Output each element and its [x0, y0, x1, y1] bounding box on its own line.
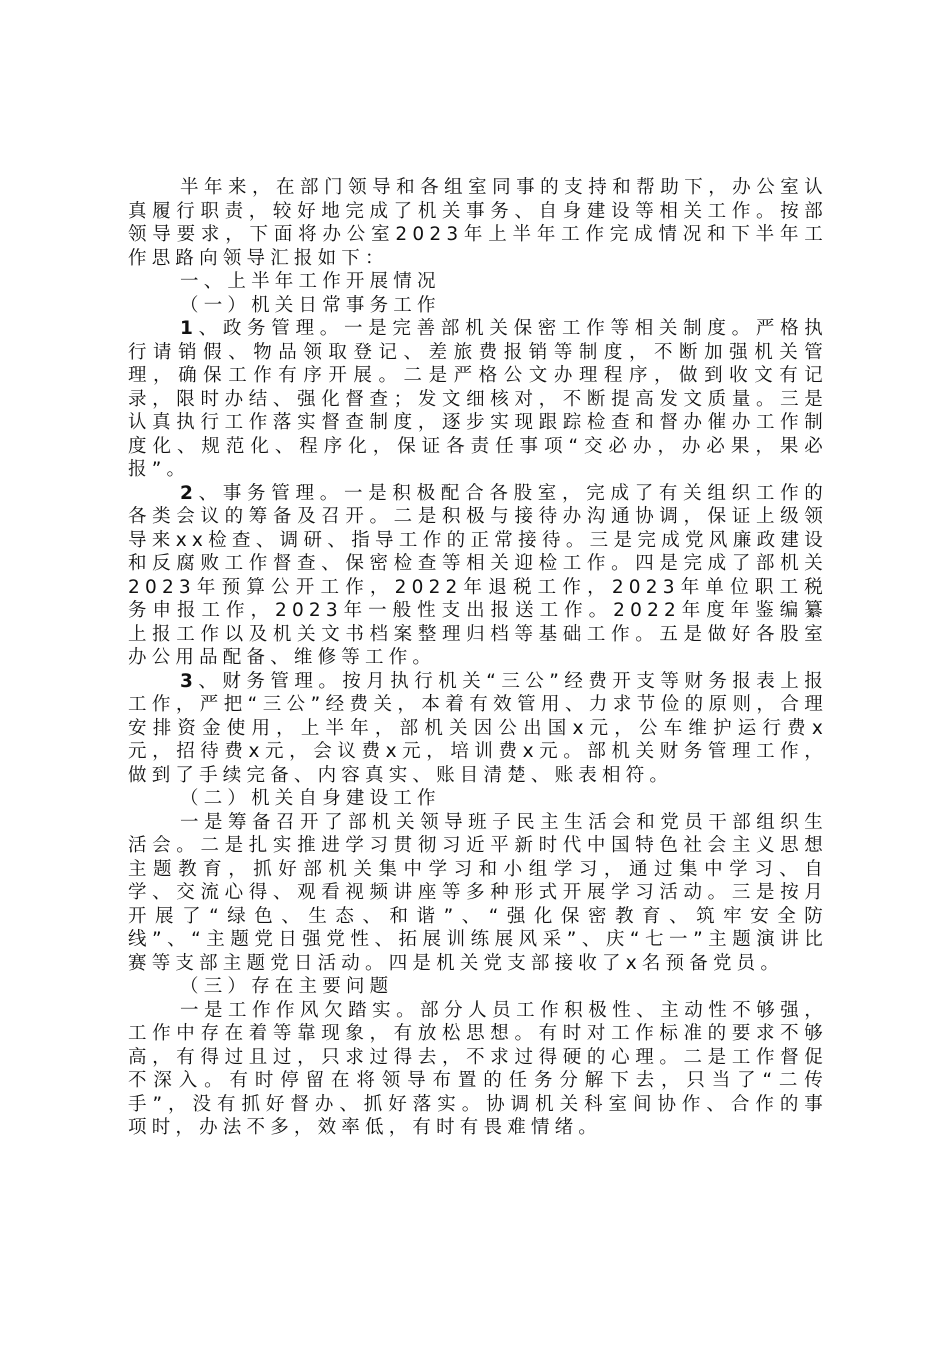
item-paragraph-3: [128, 670, 828, 788]
subsection-heading-1: （一）机关日常事务工作: [180, 294, 441, 316]
intro-paragraph: 半年来，在部门领导和各组室同事的支持和帮助下，办公室认真履行职责，较好地完成了机关事务、自身建设等相关工作。按部领导要求，下面将办公室2023年上半年工作完成情况和下半年工作思路向领导汇报如下：: [128, 177, 828, 269]
item-text-2: 、事务管理。一是积极配合各股室，完成了有关组织工作的各类会议的筹备及召开。二是积极与接待办沟通协调，保证上级领导来xx检查、调研、指导工作的正常接待。三是完成党风廉政建设和反腐败工作督查、保密检查等相关迎检工作。四是完成了部机关2023年预算公开工作，2022年退税工作，2023年单位职工税务申报工作，2023年一般性支出报送工作。2022年度年鉴编纂上报工作以及机关文书档案整理归档等基础工作。五是做好各股室办公用品配备、维修等工作。: [128, 482, 828, 668]
item-paragraph-1: [128, 317, 828, 482]
subsection-heading-2: （二）机关自身建设工作: [180, 788, 441, 809]
item-text-1: 、政务管理。一是完善部机关保密工作等相关制度。严格执行请销假、物品领取登记、差旅费报销等制度，不断加强机关管理，确保工作有序开展。二是严格公文办理程序，做到收文有记录，限时办结、强化督查；发文细核对，不断提高发文质量。三是认真执行工作落实督查制度，逐步实现跟踪检查和督办催办工作制度化、规范化、程序化，保证各责任事项“交必办，办必果，果必报”。: [128, 318, 828, 480]
item-paragraph-2: [128, 482, 828, 670]
section-heading-1: 一、上半年工作开展情况: [180, 271, 441, 292]
subsection-paragraph-3: 一是工作作风欠踏实。部分人员工作积极性、主动性不够强，工作中存在着等靠现象，有放松思想。有时对工作标准的要求不够高，有得过且过，只求过得去，不求过得硬的心理。二是工作督促不深入。有时停留在将领导布置的任务分解下去，只当了“二传手”，没有抓好督办、抓好落实。协调机关科室间协作、合作的事项时，办法不多，效率低，有时有畏难情绪。: [128, 999, 828, 1138]
subsection-paragraph-2: 一是筹备召开了部机关领导班子民主生活会和党员干部组织生活会。二是扎实推进学习贯彻习近平新时代中国特色社会主义思想主题教育，抓好部机关集中学习和小组学习，通过集中学习、自学、交流心得、观看视频讲座等多种形式开展学习活动。三是按月开展了“绿色、生态、和谐”、“强化保密教育、筑牢安全防线”、“主题党日强党性、拓展训练展风采”、庆“七一”主题演讲比赛等支部主题党日活动。四是机关党支部接收了x名预备党员。: [128, 811, 828, 974]
item-number-2: 2: [180, 482, 199, 504]
document-body: [128, 176, 828, 1140]
item-text-3: 、财务管理。按月执行机关“三公”经费开支等财务报表上报工作，严把“三公”经费关，本着有效管用、力求节俭的原则，合理安排资金使用，上半年，部机关因公出国x元，公车维护运行费x元，招待费x元，会议费x元，培训费x元。部机关财务管理工作，做到了手续完备、内容真实、账目清楚、账表相符。: [128, 670, 828, 786]
subsection-heading-3: （三）存在主要问题: [180, 976, 394, 997]
item-number-1: 1: [180, 318, 199, 339]
item-number-3: 3: [180, 670, 199, 692]
